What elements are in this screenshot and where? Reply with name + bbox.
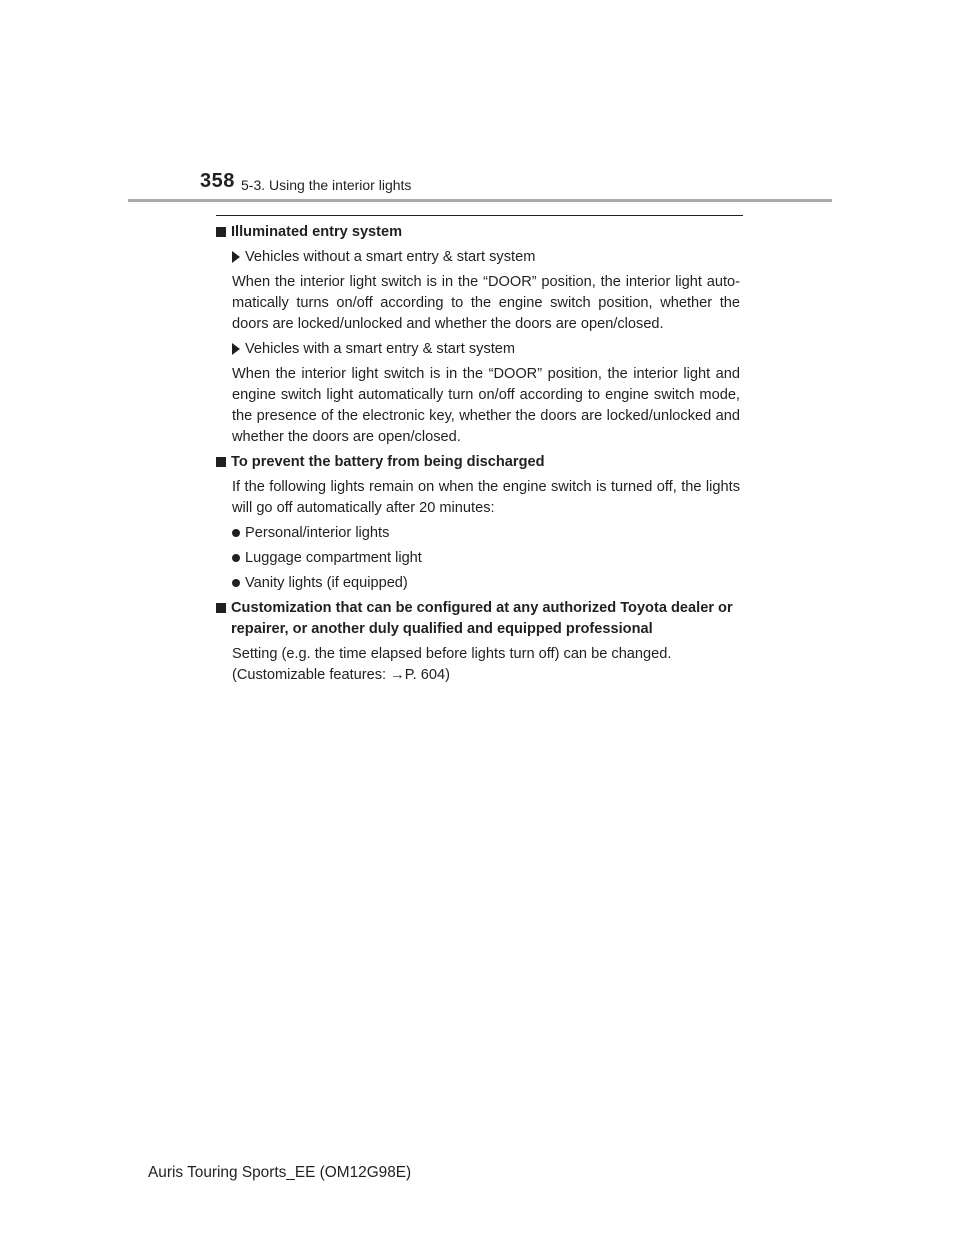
customization-section <box>216 598 740 686</box>
sub-heading: Vehicles with a smart entry & start system <box>232 339 740 360</box>
paragraph <box>232 644 740 686</box>
section-title: 5-3. Using the interior lights <box>241 177 412 193</box>
battery-section <box>216 452 740 594</box>
section-heading: Customization that can be configured at any authorized Toyota dealer or repairer, or another duly qualified and equipped professional <box>216 598 740 640</box>
customizable-features-link[interactable]: (Customizable features: →P. 604) <box>232 667 450 683</box>
paragraph: If the following lights remain on when the engine switch is turned off, the lights will go off automatically after 20 minutes: <box>232 479 740 516</box>
list-item: Vanity lights (if equipped) <box>232 573 740 594</box>
dot-bullet-icon <box>232 579 240 587</box>
footer-text: Auris Touring Sports_EE (OM12G98E) <box>148 1164 412 1181</box>
paragraph: When the interior light switch is in the “DOOR” position, the interior light auto-matically turns on/off according to the engine switch position, whether the doors are locked/unlocked and whether the doors are open/closed. <box>232 274 740 332</box>
header-rule <box>128 199 832 202</box>
section-heading: Illuminated entry system <box>216 222 740 243</box>
dot-bullet-icon <box>232 529 240 537</box>
content-rule <box>216 215 743 216</box>
triangle-bullet-icon <box>232 343 240 355</box>
square-bullet-icon <box>216 603 226 613</box>
page-content <box>216 222 740 690</box>
paragraph: When the interior light switch is in the “DOOR” position, the interior light and engine switch light automatically turn on/off according to engine switch mode, the presence of the electronic key, whether the doors are locked/unlocked and whether the doors are open/closed. <box>232 366 740 445</box>
square-bullet-icon <box>216 227 226 237</box>
section-heading: To prevent the battery from being discharged <box>216 452 740 473</box>
triangle-bullet-icon <box>232 251 240 263</box>
sub-heading: Vehicles without a smart entry & start system <box>232 247 740 268</box>
list-item: Luggage compartment light <box>232 548 740 569</box>
page-number: 358 <box>200 170 235 192</box>
illuminated-entry-section <box>216 222 740 448</box>
list-item: Personal/interior lights <box>232 523 740 544</box>
square-bullet-icon <box>216 457 226 467</box>
dot-bullet-icon <box>232 554 240 562</box>
paragraph-line: Setting (e.g. the time elapsed before lights turn off) can be changed. <box>232 646 672 662</box>
